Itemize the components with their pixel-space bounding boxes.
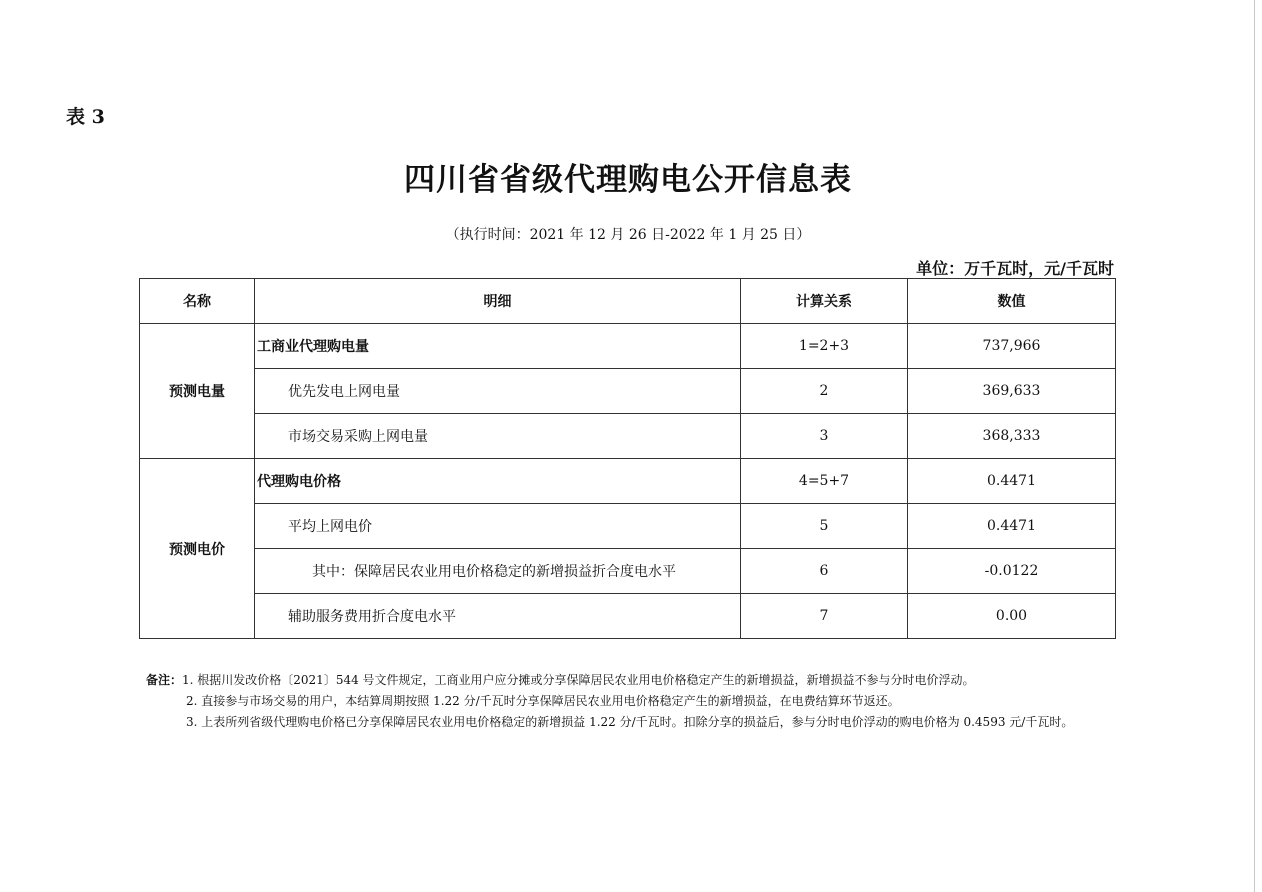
header-calc: 计算关系: [741, 279, 908, 324]
execution-period: （执行时间：2021 年 12 月 26 日-2022 年 1 月 25 日）: [445, 227, 811, 243]
row-calc: 1=2+3: [741, 324, 908, 369]
row-detail: 代理购电价格: [255, 459, 741, 504]
notes-prefix: 备注：: [146, 673, 183, 687]
row-calc: 7: [741, 594, 908, 639]
table-header-row: [140, 279, 1116, 324]
row-calc: 2: [741, 369, 908, 414]
header-detail: 明细: [255, 279, 741, 324]
row-value: 737,966: [908, 324, 1116, 369]
row-value: -0.0122: [908, 549, 1116, 594]
table-row: [140, 369, 1116, 414]
row-value: 0.4471: [908, 459, 1116, 504]
page-edge-divider: [1254, 0, 1255, 892]
table-row: [140, 459, 1116, 504]
info-table: [139, 278, 1116, 639]
row-detail: 辅助服务费用折合度电水平: [255, 594, 741, 639]
note-text: 1. 根据川发改价格〔2021〕544 号文件规定，工商业用户应分摊或分享保障居民农业用电价格稳定产生的新增损益，新增损益不参与分时电价浮动。: [182, 673, 975, 687]
row-value: 0.00: [908, 594, 1116, 639]
note-item: [146, 670, 1073, 691]
table-row: [140, 549, 1116, 594]
table-row: [140, 414, 1116, 459]
table-number-label: 表 3: [66, 106, 105, 128]
row-calc: 6: [741, 549, 908, 594]
header-value: 数值: [908, 279, 1116, 324]
page-title: 四川省省级代理购电公开信息表: [404, 162, 852, 198]
table-row: [140, 594, 1116, 639]
notes-block: [146, 670, 1073, 733]
row-detail: 优先发电上网电量: [255, 369, 741, 414]
note-text: 2. 直接参与市场交易的用户，本结算周期按照 1.22 分/千瓦时分享保障居民农业用电价格稳定产生的新增损益，在电费结算环节返还。: [186, 694, 900, 708]
row-detail: 市场交易采购上网电量: [255, 414, 741, 459]
row-value: 368,333: [908, 414, 1116, 459]
unit-label: 单位：万千瓦时，元/千瓦时: [916, 259, 1114, 278]
header-name: 名称: [140, 279, 255, 324]
row-detail: 工商业代理购电量: [255, 324, 741, 369]
row-value: 369,633: [908, 369, 1116, 414]
table-row: [140, 504, 1116, 549]
table-row: [140, 324, 1116, 369]
row-detail: 平均上网电价: [255, 504, 741, 549]
note-text: 3. 上表所列省级代理购电价格已分享保障居民农业用电价格稳定的新增损益 1.22 分/千瓦时。扣除分享的损益后，参与分时电价浮动的购电价格为 0.4593 元/千瓦时。: [186, 715, 1074, 729]
row-calc: 4=5+7: [741, 459, 908, 504]
row-detail: 其中：保障居民农业用电价格稳定的新增损益折合度电水平: [255, 549, 741, 594]
row-value: 0.4471: [908, 504, 1116, 549]
note-item: [146, 691, 1073, 712]
row-calc: 3: [741, 414, 908, 459]
note-item: [146, 712, 1073, 733]
row-calc: 5: [741, 504, 908, 549]
group-name-volume: 预测电量: [140, 324, 255, 459]
group-name-price: 预测电价: [140, 459, 255, 639]
